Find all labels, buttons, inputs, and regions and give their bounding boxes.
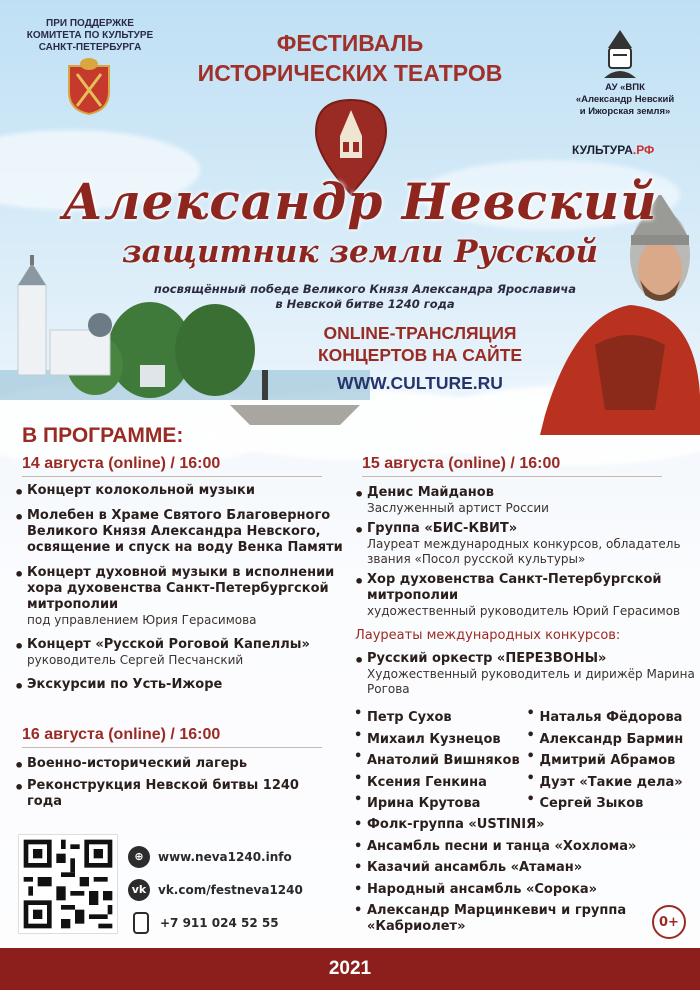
list-item: • Александр Бармин bbox=[526, 727, 684, 747]
list-item: • Ансамбль песни и танца «Хохлома» bbox=[354, 839, 699, 855]
contact-web[interactable] bbox=[128, 840, 303, 873]
list-item: • Группа «БИС-КВИТ» Лауреат международных конкурсов, обладатель звания «Посол русской культуры» bbox=[354, 521, 699, 567]
globe-icon: ⊕ bbox=[128, 846, 150, 868]
list-item: • Ксения Генкина bbox=[354, 770, 487, 790]
list-item: • Михаил Кузнецов bbox=[354, 727, 501, 747]
performer: Александр Бармин bbox=[539, 731, 684, 747]
item-note: Заслуженный артист России bbox=[367, 501, 549, 515]
list-item: • Денис Майданов Заслуженный артист России bbox=[354, 485, 699, 516]
coat-of-arms-icon bbox=[63, 58, 115, 116]
ensemble: Фолк-группа «USTINIЯ» bbox=[367, 817, 545, 832]
item-title: Экскурсии по Усть-Ижоре bbox=[27, 677, 223, 692]
footer-year: 2021 bbox=[0, 948, 700, 990]
list-item: • Казачий ансамбль «Атаман» bbox=[354, 860, 699, 876]
dedication-line: в Невской битве 1240 года bbox=[275, 297, 455, 311]
performer: Ксения Генкина bbox=[367, 774, 487, 790]
sponsor-line: ПРИ ПОДДЕРЖКЕ bbox=[46, 18, 134, 29]
contacts-block bbox=[128, 840, 303, 939]
ensemble: Народный ансамбль «Сорока» bbox=[367, 881, 598, 897]
ensemble: Ансамбль песни и танца «Хохлома» bbox=[367, 838, 637, 854]
organizer-block bbox=[560, 82, 690, 118]
list-item: • Петр Сухов bbox=[354, 706, 452, 725]
item-title: Молебен в Храме Святого Благоверного Великого Князя Александра Невского, освящение и спуск на воду Венка Памяти bbox=[27, 508, 343, 555]
festival-title bbox=[160, 28, 540, 88]
festival-line: ФЕСТИВАЛЬ bbox=[276, 30, 424, 56]
warrior-illustration bbox=[535, 195, 700, 435]
list-item: • Концерт колокольной музыки bbox=[14, 483, 354, 499]
phone-number[interactable]: +7 911 024 52 55 bbox=[160, 915, 279, 930]
orchestra-item bbox=[354, 651, 699, 697]
item-title: Русский оркестр «ПЕРЕЗВОНЫ» bbox=[367, 651, 607, 666]
culture-main: КУЛЬТУРА bbox=[572, 143, 633, 157]
vk-link[interactable]: vk.com/festneva1240 bbox=[158, 882, 303, 897]
dedication bbox=[130, 282, 600, 312]
item-title: Денис Майданов bbox=[367, 485, 494, 500]
culture-suffix: .РФ bbox=[632, 143, 655, 157]
item-title: Группа «БИС-КВИТ» bbox=[367, 521, 518, 536]
item-title: Военно-исторический лагерь bbox=[27, 756, 248, 771]
list-item: • Молебен в Храме Святого Благоверного Великого Князя Александра Невского, освящение и спуск на воду Венка Памяти bbox=[14, 508, 354, 556]
contact-vk[interactable] bbox=[128, 873, 303, 906]
item-title: Концерт колокольной музыки bbox=[27, 483, 255, 498]
list-item: • Концерт «Русской Роговой Капеллы» руководитель Сергей Песчанский bbox=[14, 637, 354, 668]
organizer-line: «Александр Невский bbox=[575, 94, 675, 105]
day1-list bbox=[14, 483, 354, 702]
program-heading: В ПРОГРАММЕ: bbox=[22, 424, 184, 447]
list-item: • Фолк-группа «USTINIЯ» bbox=[354, 817, 699, 833]
day-heading: 14 августа (online) / 16:00 bbox=[22, 455, 322, 477]
online-line: КОНЦЕРТОВ НА САЙТЕ bbox=[317, 345, 523, 365]
day-heading: 16 августа (online) / 16:00 bbox=[22, 726, 322, 748]
contact-phone[interactable] bbox=[128, 906, 303, 939]
item-title: Реконструкция Невской битвы 1240 года bbox=[27, 778, 299, 809]
culture-rf-logo bbox=[572, 143, 654, 157]
dedication-line: посвящённый победе Великого Князя Александра Ярославича bbox=[153, 282, 577, 296]
subtitle: защитник земли Русской bbox=[121, 234, 599, 270]
list-item: • Дуэт «Такие дела» bbox=[526, 770, 683, 790]
list-item: • Народный ансамбль «Сорока» bbox=[354, 882, 699, 898]
performer: Михаил Кузнецов bbox=[367, 731, 501, 747]
performer: Анатолий Вишняков bbox=[367, 753, 520, 768]
ensembles-list bbox=[354, 817, 699, 941]
item-note: Художественный руководитель и дирижёр Марина Рогова bbox=[367, 667, 695, 696]
list-item: • Реконструкция Невской битвы 1240 года bbox=[14, 778, 334, 810]
main-title: Александр Невский bbox=[62, 172, 658, 231]
list-item: • Сергей Зыков bbox=[526, 792, 644, 811]
list-item: • Дмитрий Абрамов bbox=[526, 749, 676, 768]
day2-list bbox=[354, 485, 699, 624]
laureates-grid bbox=[354, 706, 699, 814]
list-item: • Концерт духовной музыки в исполнении хора духовенства Санкт-Петербургской митрополии под управлением Юрия Герасимова bbox=[14, 565, 354, 628]
ensemble: Александр Марцинкевич и группа «Кабриолет» bbox=[367, 903, 627, 934]
list-item: • Русский оркестр «ПЕРЕЗВОНЫ» Художественный руководитель и дирижёр Марина Рогова bbox=[354, 651, 699, 697]
list-item: • Наталья Фёдорова bbox=[526, 706, 683, 725]
phone-icon bbox=[133, 912, 149, 934]
sponsor-line: САНКТ-ПЕТЕРБУРГА bbox=[38, 42, 142, 53]
item-note: Лауреат международных конкурсов, обладатель звания «Посол русской культуры» bbox=[367, 537, 681, 566]
online-broadcast bbox=[300, 322, 540, 366]
item-note: руководитель Сергей Песчанский bbox=[27, 653, 244, 667]
online-line: ONLINE-ТРАНСЛЯЦИЯ bbox=[323, 323, 517, 343]
list-item: • Экскурсии по Усть-Ижоре bbox=[14, 677, 354, 693]
laureates-heading: Лауреаты международных конкурсов: bbox=[355, 628, 621, 643]
list-item: • Ирина Крутова bbox=[354, 792, 481, 811]
organizer-line: АУ «ВПК bbox=[605, 82, 645, 93]
performer: Наталья Фёдорова bbox=[539, 710, 683, 725]
day-heading: 15 августа (online) / 16:00 bbox=[362, 455, 662, 477]
performer: Ирина Крутова bbox=[367, 796, 481, 811]
sponsor-line: КОМИТЕТА ПО КУЛЬТУРЕ bbox=[26, 30, 154, 41]
organizer-line: и Ижорская земля» bbox=[579, 106, 671, 117]
performer: Петр Сухов bbox=[367, 710, 452, 725]
culture-site-link[interactable]: WWW.CULTURE.RU bbox=[337, 373, 503, 393]
qr-code[interactable] bbox=[18, 834, 118, 934]
performer: Сергей Зыков bbox=[539, 796, 644, 811]
festival-line: ИСТОРИЧЕСКИХ ТЕАТРОВ bbox=[197, 60, 503, 86]
item-title: Хор духовенства Санкт-Петербургской митрополии bbox=[367, 572, 662, 603]
list-item: • Хор духовенства Санкт-Петербургской митрополии художественный руководитель Юрий Герасимов bbox=[354, 572, 699, 619]
item-note: под управлением Юрия Герасимова bbox=[27, 613, 257, 627]
item-note: художественный руководитель Юрий Герасимов bbox=[367, 604, 681, 618]
day3-list bbox=[14, 756, 334, 816]
age-rating-badge: 0+ bbox=[652, 905, 686, 939]
performer: Дуэт «Такие дела» bbox=[539, 774, 683, 790]
list-item: • Александр Марцинкевич и группа «Кабриолет» bbox=[354, 903, 699, 935]
ensemble: Казачий ансамбль «Атаман» bbox=[367, 860, 583, 875]
knight-logo-icon bbox=[600, 28, 640, 80]
performer: Дмитрий Абрамов bbox=[539, 753, 676, 768]
item-title: Концерт «Русской Роговой Капеллы» bbox=[27, 637, 310, 652]
list-item: • Анатолий Вишняков bbox=[354, 749, 520, 768]
vk-icon: vk bbox=[128, 879, 150, 901]
sponsor-block bbox=[25, 18, 155, 54]
list-item: • Военно-исторический лагерь bbox=[14, 756, 334, 772]
item-title: Концерт духовной музыки в исполнении хора духовенства Санкт-Петербургской митрополии bbox=[27, 565, 335, 612]
web-link[interactable]: www.neva1240.info bbox=[158, 849, 292, 864]
